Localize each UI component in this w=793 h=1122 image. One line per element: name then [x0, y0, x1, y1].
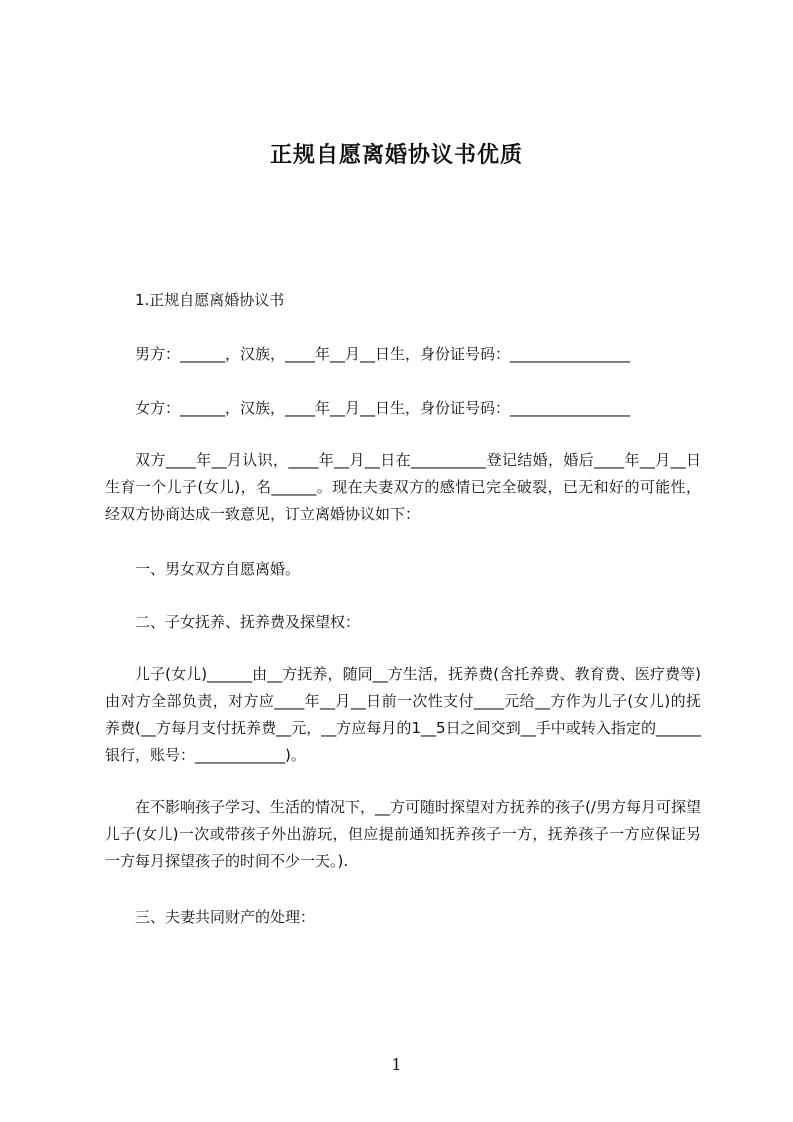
- clause-1: 一、男女双方自愿离婚。: [135, 560, 301, 578]
- clause-2-heading: 二、子女抚养、抚养费及探望权：: [135, 613, 361, 631]
- intro-paragraph: 双方____年__月认识，____年__月__日在__________登记结婚，婚后____年__月__日生育一个儿子(女儿)，名______。现在夫妻双方的感情已完全破裂，已无和好的可能性，经双方协商达成一致意见，订立离婚协议如下：: [105, 451, 701, 523]
- male-party-line: 男方：______，汉族，____年__月__日生，身份证号码：________________: [135, 345, 631, 363]
- section-heading: 1.正规自愿离婚协议书: [135, 291, 285, 309]
- visitation-paragraph: 在不影响孩子学习、生活的情况下，__方可随时探望对方抚养的孩子(/男方每月可探望儿子(女儿)一次或带孩子外出游玩，但应提前通知抚养孩子一方，抚养孩子一方应保证另一方每月探望孩子的时间不少一天。).: [105, 798, 701, 870]
- female-party-line: 女方：______，汉族，____年__月__日生，身份证号码：________________: [135, 399, 631, 417]
- clause-3-heading: 三、夫妻共同财产的处理：: [135, 908, 316, 926]
- page-number: 1: [391, 1055, 402, 1074]
- custody-paragraph: 儿子(女儿)______由__方抚养，随同__方生活，抚养费(含托养费、教育费、医疗费等)由对方全部负责，对方应____年__月__日前一次性支付____元给__方作为儿子(女儿)的抚养费(__方每月支付抚养费__元，__方应每月的1__5日之间交到__手中或转入指定的______银行，账号：____________)。: [105, 665, 701, 764]
- document-title: 正规自愿离婚协议书优质: [269, 143, 523, 168]
